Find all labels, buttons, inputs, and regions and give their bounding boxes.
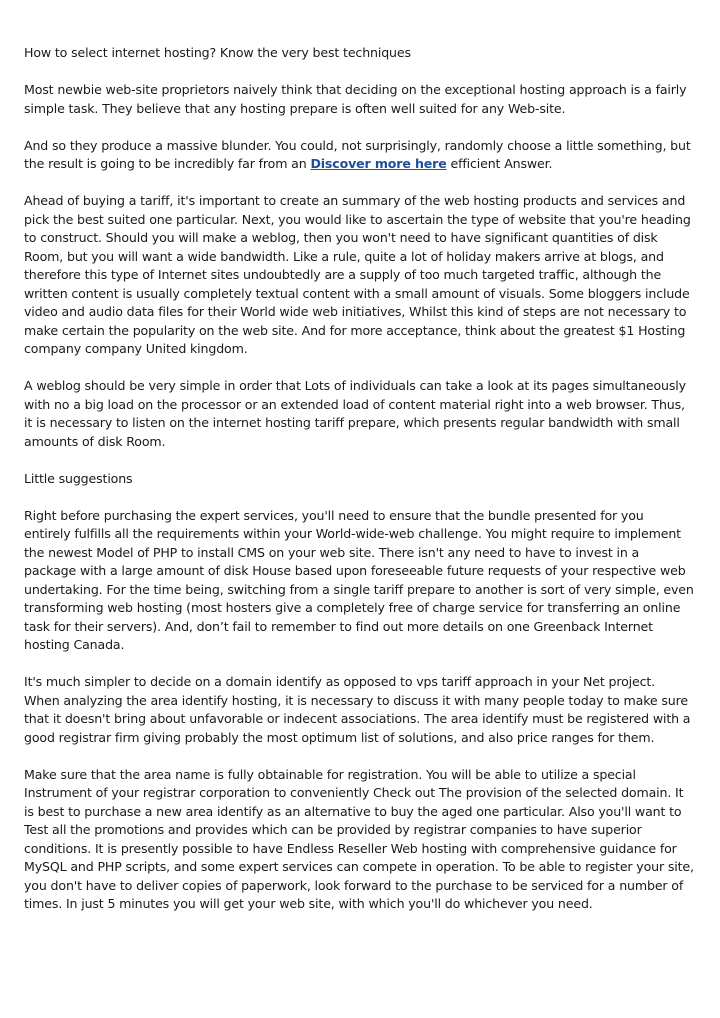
document-title: How to select internet hosting? Know the very best techniques xyxy=(24,45,411,60)
document-body xyxy=(24,44,694,932)
subheading-little-suggestions: Little suggestions xyxy=(24,470,133,486)
paragraph-blunder-text-end: efficient Answer. xyxy=(446,156,553,171)
paragraph-weblog: A weblog should be very simple in order that Lots of individuals can take a look at its pages simultaneously with no a big load on the processor or an extended load of content material right into a web browser. Thus, it is necessary to listen on the internet hosting tariff prepare, which presents regular bandwidth with small amounts of disk Room. xyxy=(24,378,686,449)
paragraph-blunder xyxy=(24,137,694,174)
paragraph-blunder-text-start: And so they produce a massive blunder. You could, not surprisingly, randomly choose a little something, but the result is going to be incredibly far from an xyxy=(24,137,691,171)
discover-more-link[interactable]: Discover more here xyxy=(310,156,447,171)
paragraph-domain: It's much simpler to decide on a domain identify as opposed to vps tariff approach in your Net project. When analyzing the area identify hosting, it is necessary to discuss it with many people today to make sure that it doesn't bring about unfavorable or indecent associations. The area identify must be registered with a good registrar firm giving probably the most optimum list of solutions, and also price ranges for them. xyxy=(24,674,691,745)
paragraph-registration: Make sure that the area name is fully obtainable for registration. You will be able to utilize a special Instrument of your registrar corporation to conveniently Check out The provision of the selected domain. It is best to purchase a new area identify as an alternative to buy the aged one particular. Also you'll want to Test all the promotions and provides which can be provided by registrar companies to have superior conditions. It is presently possible to have Endless Reseller Web hosting with comprehensive guidance for MySQL and PHP scripts, and some expert services can compete in operation. To be able to register your site, you don't have to deliver copies of paperwork, look forward to the purchase to be serviced for a number of times. In just 5 minutes you will get your web site, with which you'll do whichever you need. xyxy=(24,766,694,911)
paragraph-tariff: Ahead of buying a tariff, it's important to create an summary of the web hosting products and services and pick the best suited one particular. Next, you would like to ascertain the type of website that you're heading to construct. Should you will make a weblog, then you won't need to have significant quantities of disk Room, but you will want a wide bandwidth. Like a rule, quite a lot of holiday makers arrive at blogs, and therefore this type of Internet sites undoubtedly are a supply of too much targeted traffic, although the written content is usually completely textual content with a small amount of visuals. Some bloggers include video and audio data files for their World wide web initiatives, Whilst this kind of steps are not necessary to make certain the popularity on the web site. And for more acceptance, think about the greatest $1 Hosting company company United kingdom. xyxy=(24,193,691,356)
paragraph-intro: Most newbie web-site proprietors naively think that deciding on the exceptional hosting approach is a fairly simple task. They believe that any hosting prepare is often well suited for any Web-site. xyxy=(24,82,687,116)
paragraph-expert-services: Right before purchasing the expert services, you'll need to ensure that the bundle presented for you entirely fulfills all the requirements within your World-wide-web challenge. You might require to implement the newest Model of PHP to install CMS on your web site. There isn't any need to have to invest in a package with a large amount of disk House based upon foreseeable future requests of your respective web undertaking. For the time being, switching from a single tariff prepare to another is sort of very simple, even transforming web hosting (most hosters give a completely free of charge service for transferring an online task for their servers). And, don’t fail to remember to find out more details on one Greenback Internet hosting Canada. xyxy=(24,507,694,652)
